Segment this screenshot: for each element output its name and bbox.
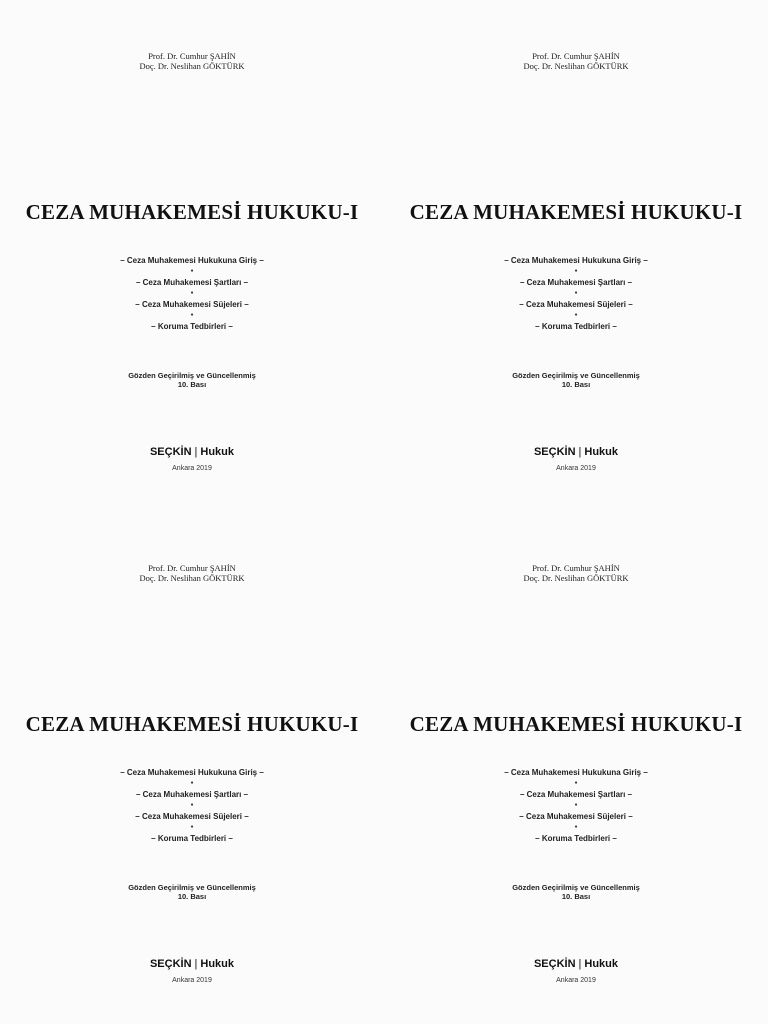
topic-list bbox=[0, 767, 384, 844]
author-2: Doç. Dr. Neslihan GÖKTÜRK bbox=[523, 572, 629, 583]
diamond-separator-icon: ♦ bbox=[190, 268, 194, 274]
city-year: Ankara 2019 bbox=[556, 977, 596, 984]
diamond-separator-icon: ♦ bbox=[574, 268, 578, 274]
edition-line-1: Gözden Geçirilmiş ve Güncellenmiş bbox=[128, 371, 256, 380]
publisher-logo bbox=[384, 446, 768, 458]
edition-info bbox=[384, 883, 768, 901]
authors bbox=[0, 564, 384, 583]
publisher-field: Hukuk bbox=[200, 958, 235, 970]
topic-list bbox=[384, 255, 768, 332]
edition-line-2: 10. Bası bbox=[177, 892, 207, 901]
publisher-name: SEÇKİN bbox=[149, 446, 192, 458]
topic-item: – Ceza Muhakemesi Şartları – bbox=[519, 278, 633, 287]
diamond-separator-icon: ♦ bbox=[190, 312, 194, 318]
edition-line-1: Gözden Geçirilmiş ve Güncellenmiş bbox=[128, 883, 256, 892]
diamond-separator-icon: ♦ bbox=[574, 780, 578, 786]
topic-item: – Ceza Muhakemesi Süjeleri – bbox=[135, 300, 249, 309]
publisher-field: Hukuk bbox=[584, 446, 619, 458]
topic-item: – Ceza Muhakemesi Hukukuna Giriş – bbox=[120, 768, 264, 777]
diamond-separator-icon: ♦ bbox=[190, 802, 194, 808]
diamond-separator-icon: ♦ bbox=[574, 290, 578, 296]
authors bbox=[384, 52, 768, 71]
cover-page-top-left bbox=[0, 0, 384, 512]
topic-item: – Ceza Muhakemesi Şartları – bbox=[135, 278, 249, 287]
publisher-logo bbox=[384, 958, 768, 970]
book-title: CEZA MUHAKEMESİ HUKUKU-I bbox=[25, 712, 359, 736]
topic-item: – Ceza Muhakemesi Hukukuna Giriş – bbox=[504, 256, 648, 265]
book-title: CEZA MUHAKEMESİ HUKUKU-I bbox=[409, 200, 743, 224]
publisher-logo bbox=[0, 446, 384, 458]
cover-page-bottom-left bbox=[0, 512, 384, 1024]
publisher-field: Hukuk bbox=[584, 958, 619, 970]
diamond-separator-icon: ♦ bbox=[574, 802, 578, 808]
author-2: Doç. Dr. Neslihan GÖKTÜRK bbox=[139, 572, 245, 583]
topic-item: – Ceza Muhakemesi Hukukuna Giriş – bbox=[120, 256, 264, 265]
publisher-logo bbox=[0, 958, 384, 970]
authors bbox=[0, 52, 384, 71]
topic-item: – Ceza Muhakemesi Süjeleri – bbox=[135, 812, 249, 821]
publisher-divider: | bbox=[194, 446, 198, 458]
edition-line-2: 10. Bası bbox=[561, 892, 591, 901]
edition-info bbox=[0, 371, 384, 389]
author-1: Prof. Dr. Cumhur ŞAHİN bbox=[148, 563, 236, 573]
publisher-divider: | bbox=[578, 446, 582, 458]
publisher-divider: | bbox=[578, 958, 582, 970]
edition-info bbox=[384, 371, 768, 389]
topic-item: – Koruma Tedbirleri – bbox=[535, 834, 617, 843]
author-1: Prof. Dr. Cumhur ŞAHİN bbox=[532, 563, 620, 573]
edition-line-1: Gözden Geçirilmiş ve Güncellenmiş bbox=[512, 371, 640, 380]
diamond-separator-icon: ♦ bbox=[574, 312, 578, 318]
topic-item: – Ceza Muhakemesi Hukukuna Giriş – bbox=[504, 768, 648, 777]
author-1: Prof. Dr. Cumhur ŞAHİN bbox=[148, 51, 236, 61]
diamond-separator-icon: ♦ bbox=[190, 290, 194, 296]
author-2: Doç. Dr. Neslihan GÖKTÜRK bbox=[523, 60, 629, 71]
edition-info bbox=[0, 883, 384, 901]
edition-line-2: 10. Bası bbox=[177, 380, 207, 389]
topic-item: – Koruma Tedbirleri – bbox=[151, 322, 233, 331]
edition-line-1: Gözden Geçirilmiş ve Güncellenmiş bbox=[512, 883, 640, 892]
city-year: Ankara 2019 bbox=[556, 465, 596, 472]
cover-page-top-right bbox=[384, 0, 768, 512]
topic-list bbox=[384, 767, 768, 844]
topic-list bbox=[0, 255, 384, 332]
topic-item: – Ceza Muhakemesi Şartları – bbox=[135, 790, 249, 799]
topic-item: – Koruma Tedbirleri – bbox=[151, 834, 233, 843]
topic-item: – Ceza Muhakemesi Süjeleri – bbox=[519, 300, 633, 309]
author-1: Prof. Dr. Cumhur ŞAHİN bbox=[532, 51, 620, 61]
publisher-name: SEÇKİN bbox=[533, 446, 576, 458]
edition-line-2: 10. Bası bbox=[561, 380, 591, 389]
publisher-field: Hukuk bbox=[200, 446, 235, 458]
topic-item: – Ceza Muhakemesi Şartları – bbox=[519, 790, 633, 799]
publisher-name: SEÇKİN bbox=[149, 958, 192, 970]
diamond-separator-icon: ♦ bbox=[190, 780, 194, 786]
book-title: CEZA MUHAKEMESİ HUKUKU-I bbox=[25, 200, 359, 224]
diamond-separator-icon: ♦ bbox=[190, 824, 194, 830]
topic-item: – Koruma Tedbirleri – bbox=[535, 322, 617, 331]
author-2: Doç. Dr. Neslihan GÖKTÜRK bbox=[139, 60, 245, 71]
authors bbox=[384, 564, 768, 583]
publisher-name: SEÇKİN bbox=[533, 958, 576, 970]
topic-item: – Ceza Muhakemesi Süjeleri – bbox=[519, 812, 633, 821]
city-year: Ankara 2019 bbox=[172, 977, 212, 984]
cover-page-bottom-right bbox=[384, 512, 768, 1024]
book-title: CEZA MUHAKEMESİ HUKUKU-I bbox=[409, 712, 743, 736]
city-year: Ankara 2019 bbox=[172, 465, 212, 472]
publisher-divider: | bbox=[194, 958, 198, 970]
diamond-separator-icon: ♦ bbox=[574, 824, 578, 830]
